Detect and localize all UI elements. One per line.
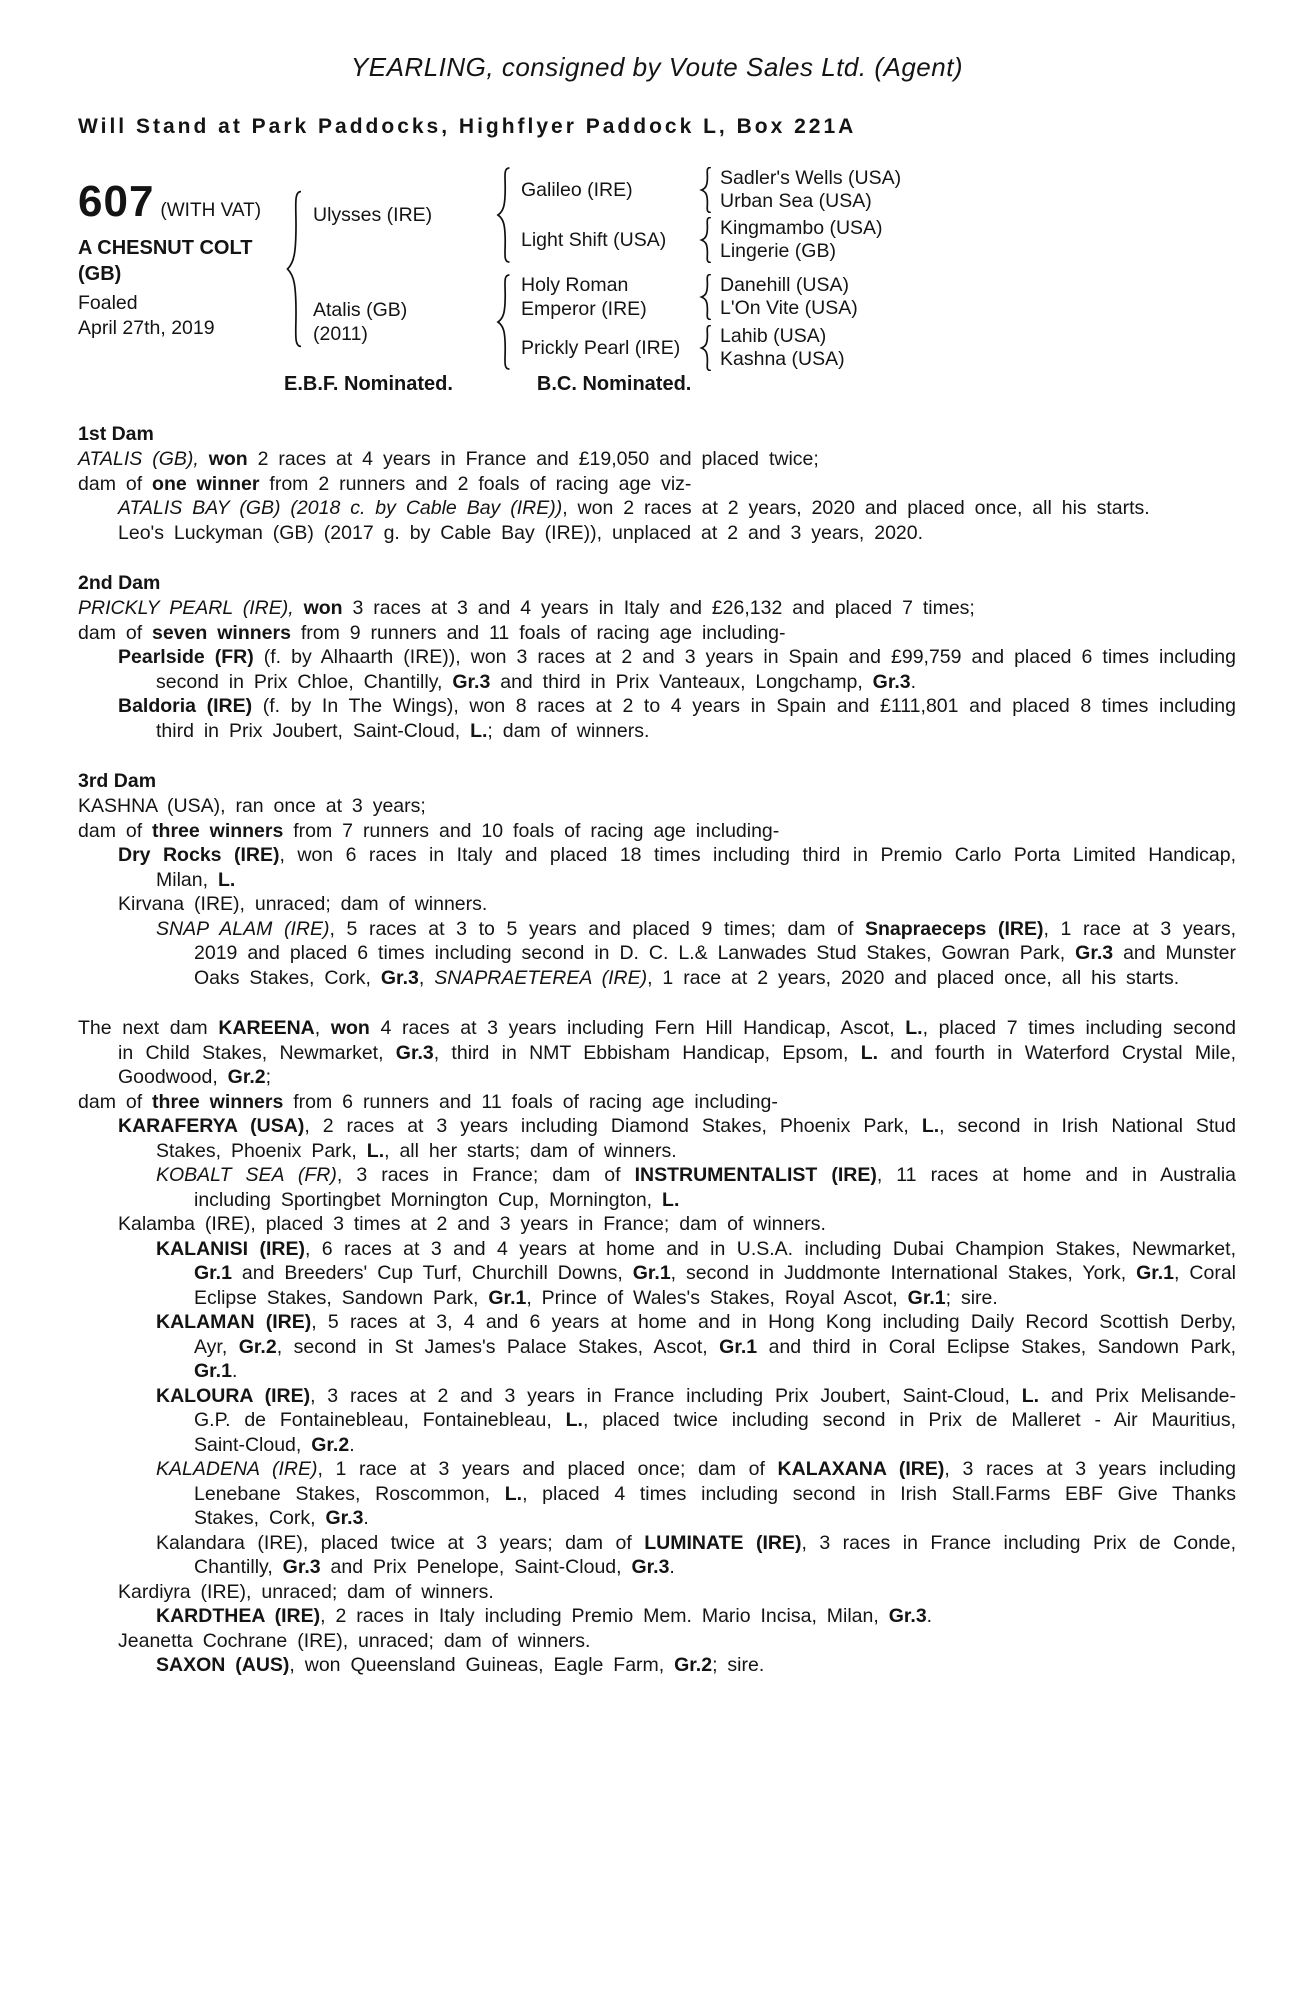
catalogue-paragraph: Kalamba (IRE), placed 3 times at 2 and 3 years in France; dam of winners.	[118, 1213, 826, 1235]
catalogue-paragraph: The next dam KAREENA, won 4 races at 3 years including Fern Hill Handicap, Ascot, L., placed 7 times including second in Child Stakes, Newmarket, Gr.3, third in NMT Ebbisham Handicap, Epsom, L. and fourth in Waterford Crystal Mile, Goodwood, Gr.2;	[78, 1017, 1237, 1088]
section-heading: 2nd Dam	[78, 572, 161, 594]
sire-dam-branch	[512, 217, 901, 263]
generation-1	[304, 167, 901, 371]
catalogue-body	[78, 422, 1236, 1678]
dam-year: (2011)	[313, 323, 368, 345]
ancestor-name: Danehill (USA)	[720, 274, 849, 296]
lot-description-line2: (GB)	[78, 263, 122, 285]
sire-sire-parents	[713, 167, 901, 213]
ancestor-name: Urban Sea (USA)	[720, 190, 872, 212]
catalogue-paragraph: Baldoria (IRE) (f. by In The Wings), won 8 races at 2 to 4 years in Spain and £111,801 and placed 8 times including third in Prix Joubert, Saint-Cloud, L.; dam of winners.	[118, 695, 1236, 742]
sire-sire-branch	[512, 167, 901, 213]
catalogue-paragraph: Leo's Luckyman (GB) (2017 g. by Cable Bay (IRE)), unplaced at 2 and 3 years, 2020.	[118, 521, 924, 544]
catalogue-paragraph: dam of seven winners from 9 runners and 11 foals of racing age including-	[78, 621, 786, 644]
lot-vat-note: (WITH VAT)	[160, 200, 262, 221]
dam-sire-branch	[512, 273, 858, 321]
sire-branch	[304, 167, 901, 263]
brace-icon	[495, 167, 512, 263]
dam-branch	[304, 273, 901, 371]
catalogue-paragraph: dam of three winners from 6 runners and 11 foals of racing age including-	[78, 1090, 778, 1113]
catalogue-paragraph: KALANISI (IRE), 6 races at 3 and 4 years at home and in U.S.A. including Dubai Champion Stakes, Newmarket, Gr.1 and Breeders' Cup Turf, Churchill Downs, Gr.1, second in Juddmonte International Stakes, York, Gr.1, Coral Eclipse Stakes, Sandown Park, Gr.1, Prince of Wales's Stakes, Royal Ascot, Gr.1; sire.	[156, 1237, 1237, 1309]
ebf-nominated: E.B.F. Nominated.	[284, 373, 453, 395]
dam-parents	[512, 273, 858, 371]
pedigree-block	[78, 167, 1236, 371]
catalogue-paragraph: KARDTHEA (IRE), 2 races in Italy including Premio Mem. Mario Incisa, Milan, Gr.3.	[156, 1605, 933, 1627]
catalogue-paragraph: KARAFERYA (USA), 2 races at 3 years including Diamond Stakes, Phoenix Park, L., second in Irish National Stud Stakes, Phoenix Park, L., all her starts; dam of winners.	[118, 1115, 1237, 1162]
pedigree-section	[78, 769, 1236, 990]
catalogue-paragraph: dam of three winners from 7 runners and 10 foals of racing age including-	[78, 819, 780, 842]
sire-name: Ulysses (IRE)	[313, 204, 433, 226]
catalogue-paragraph: Kardiyra (IRE), unraced; dam of winners.	[118, 1580, 494, 1603]
dam-sire-name: Holy Roman Emperor (IRE)	[521, 274, 647, 320]
pedigree-section	[78, 422, 1236, 545]
dam-sire-parents	[713, 274, 858, 320]
foaled-label: Foaled	[78, 292, 138, 314]
catalogue-paragraph: ATALIS BAY (GB) (2018 c. by Cable Bay (IRE)), won 2 races at 2 years, 2020 and placed once, all his starts.	[118, 497, 1150, 519]
brace-icon	[284, 190, 304, 348]
sire-sire-name: Galileo (IRE)	[521, 179, 633, 201]
ancestor-name: Lingerie (GB)	[720, 240, 836, 262]
lot-number: 607	[78, 177, 155, 226]
catalogue-paragraph: ATALIS (GB), won 2 races at 4 years in France and £19,050 and placed twice;	[78, 448, 819, 470]
stand-location-line: Will Stand at Park Paddocks, Highflyer Paddock L, Box 221A	[78, 115, 857, 138]
catalogue-paragraph: SAXON (AUS), won Queensland Guineas, Eagle Farm, Gr.2; sire.	[156, 1654, 765, 1676]
nomination-line	[78, 373, 1236, 396]
pedigree-tree	[284, 167, 901, 371]
catalogue-paragraph: KALAMAN (IRE), 5 races at 3, 4 and 6 years at home and in Hong Kong including Daily Record Scottish Derby, Ayr, Gr.2, second in St James's Palace Stakes, Ascot, Gr.1 and third in Coral Eclipse Stakes, Sandown Park, Gr.1.	[156, 1311, 1236, 1382]
lot-description	[78, 235, 284, 287]
dam-name-text: Atalis (GB)	[313, 299, 408, 321]
section-heading: 1st Dam	[78, 423, 154, 445]
ancestor-name: L'On Vite (USA)	[720, 297, 858, 319]
section-heading: 3rd Dam	[78, 770, 157, 792]
pedigree-section	[78, 571, 1236, 743]
catalogue-paragraph: Kalandara (IRE), placed twice at 3 years; dam of LUMINATE (IRE), 3 races in France including Prix de Conde, Chantilly, Gr.3 and Prix Penelope, Saint-Cloud, Gr.3.	[156, 1531, 1237, 1578]
ancestor-name: Kingmambo (USA)	[720, 217, 883, 239]
brace-icon	[495, 274, 512, 370]
catalogue-paragraph: Dry Rocks (IRE), won 6 races in Italy and placed 18 times including third in Premio Carlo Porta Limited Handicap, Milan, L.	[118, 844, 1236, 891]
catalogue-paragraph: Kirvana (IRE), unraced; dam of winners.	[118, 893, 488, 915]
pedigree-section	[78, 1016, 1236, 1678]
dam-name	[304, 298, 495, 346]
dam-dam-branch	[512, 325, 858, 371]
page-title: YEARLING, consigned by Voute Sales Ltd. (Agent)	[350, 52, 964, 82]
sire-dam-parents	[713, 217, 883, 263]
catalogue-paragraph: KASHNA (USA), ran once at 3 years;	[78, 795, 426, 817]
brace-icon	[699, 217, 713, 263]
catalogue-paragraph: dam of one winner from 2 runners and 2 foals of racing age viz-	[78, 472, 692, 495]
catalogue-paragraph: PRICKLY PEARL (IRE), won 3 races at 3 and 4 years in Italy and £26,132 and placed 7 times;	[78, 597, 975, 619]
ancestor-name: Lahib (USA)	[720, 325, 827, 347]
dam-dam-parents	[713, 325, 845, 371]
catalogue-paragraph: SNAP ALAM (IRE), 5 races at 3 to 5 years and placed 9 times; dam of Snapraeceps (IRE), 1 race at 3 years, 2019 and placed 6 times including second in D. C. L.& Lanwades Stud Stakes, Gowran Park, Gr.3 and Munster Oaks Stakes, Cork, Gr.3, SNAPRAETEREA (IRE), 1 race at 2 years, 2020 and placed once, all his starts.	[156, 917, 1237, 989]
catalogue-paragraph: KALADENA (IRE), 1 race at 3 years and placed once; dam of KALAXANA (IRE), 3 races at 3 years including Lenebane Stakes, Roscommon, L., placed 4 times including second in Irish Stall.Farms EBF Give Thanks Stakes, Cork, Gr.3.	[156, 1458, 1236, 1529]
lot-info	[78, 167, 284, 341]
foaled-date: April 27th, 2019	[78, 317, 215, 339]
brace-icon	[699, 167, 713, 213]
ancestor-name: Sadler's Wells (USA)	[720, 167, 902, 189]
lot-description-line1: A CHESNUT COLT	[78, 237, 253, 259]
lot-number-line	[78, 177, 284, 227]
brace-icon	[699, 325, 713, 371]
catalogue-paragraph: Jeanetta Cochrane (IRE), unraced; dam of winners.	[118, 1629, 591, 1652]
catalogue-paragraph: KOBALT SEA (FR), 3 races in France; dam of INSTRUMENTALIST (IRE), 11 races at home and in Australia including Sportingbet Mornington Cup, Mornington, L.	[156, 1164, 1236, 1211]
bc-nominated: B.C. Nominated.	[536, 373, 692, 395]
brace-icon	[699, 274, 713, 320]
catalogue-paragraph: KALOURA (IRE), 3 races at 2 and 3 years in France including Prix Joubert, Saint-Cloud, L. and Prix Melisande-G.P. de Fontainebleau, Fontainebleau, L., placed twice including second in Prix de Malleret - Air Mauritius, Saint-Cloud, Gr.2.	[156, 1384, 1237, 1456]
catalogue-paragraph: Pearlside (FR) (f. by Alhaarth (IRE)), won 3 races at 2 and 3 years in Spain and £99,759 and placed 6 times including second in Prix Chloe, Chantilly, Gr.3 and third in Prix Vanteaux, Longchamp, Gr.3.	[118, 646, 1236, 693]
dam-dam-name: Prickly Pearl (IRE)	[521, 337, 681, 359]
sire-parents	[512, 167, 901, 263]
ancestor-name: Kashna (USA)	[720, 348, 845, 370]
sire-dam-name: Light Shift (USA)	[521, 229, 667, 251]
